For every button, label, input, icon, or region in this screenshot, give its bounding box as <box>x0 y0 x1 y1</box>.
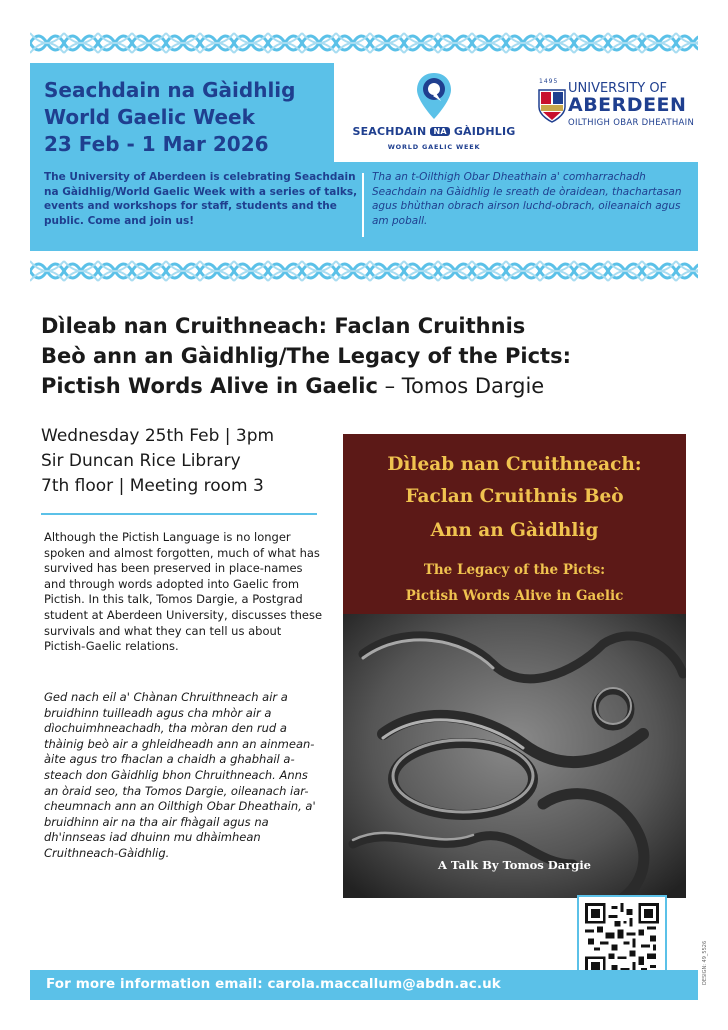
event-room: 7th floor | Meeting room 3 <box>41 476 264 496</box>
celtic-knot-icon <box>30 256 698 286</box>
seachdain-logo-subtitle: WORLD GAELIC WEEK <box>387 143 481 151</box>
event-venue: Sir Duncan Rice Library <box>41 451 241 471</box>
university-name-gaelic: OILTHIGH OBAR DHEATHAIN <box>568 118 695 128</box>
week-dates: 23 Feb - 1 Mar 2026 <box>44 132 269 156</box>
seachdain-logo <box>334 63 534 162</box>
poster-subtitle-line1: The Legacy of the Picts: <box>423 562 606 578</box>
contact-email[interactable]: For more information email: carola.maccallum@abdn.ac.uk <box>46 976 501 992</box>
university-name-line2: ABERDEEN <box>568 94 687 116</box>
week-title <box>44 77 295 158</box>
pictish-stone-photo <box>343 614 686 898</box>
crest-year: 1495 <box>539 78 559 85</box>
event-date-time: Wednesday 25th Feb | 3pm <box>41 426 275 446</box>
talk-description-gaelic: Ged nach eil a' Chànan Chruithneach air a bruidhinn tuilleadh agus cha mhòr air a dìochuimhneachadh, tha mòran den rud a thàinig beò air a ghleidheadh ann an ainmean-àite agus tro fhaclan a chaidh a ghabhail a-steach don Gàidhlig bhon Chruithneach. Anns an òraid seo, tha Tomos Dargie, oileanach iar-cheumnach ann an Oilthigh Obar Dheathain, a' bruidhinn air na tha air fhàgail agus na dh'innseas iad dhuinn mu dhàimhean Cruithneach-Gàidhlig. <box>44 690 316 860</box>
footer-bar <box>30 970 698 1000</box>
poster-title-line2: Faclan Cruithnis Beò <box>405 486 624 507</box>
event-title-line2: Beò ann an Gàidhlig/The Legacy of the Picts: <box>41 344 571 368</box>
poster-title-line1: Dìleab nan Cruithneach: <box>387 454 642 475</box>
celtic-knot-border-top <box>30 28 698 58</box>
poster-byline: A Talk By Tomos Dargie <box>437 858 591 872</box>
description-english: The University of Aberdeen is celebrating Seachdain na Gàidhlig/World Gaelic Week with a series of talks, events and workshops for staff, students and the public. Come and join us! <box>44 171 358 227</box>
poster-title-line3: Ann an Gàidhlig <box>430 520 599 541</box>
university-logo <box>534 63 698 162</box>
event-title <box>41 311 691 401</box>
week-title-english: World Gaelic Week <box>44 105 255 129</box>
event-speaker: – Tomos Dargie <box>384 374 545 398</box>
location-pin-icon <box>415 71 453 121</box>
details-divider <box>41 513 317 515</box>
celtic-knot-icon <box>30 28 698 58</box>
poster-subtitle-line2: Pictish Words Alive in Gaelic <box>405 588 624 604</box>
talk-poster-title-panel <box>343 434 686 614</box>
header-panel <box>30 63 698 251</box>
carved-stone-image <box>343 614 686 898</box>
talk-description-english: Although the Pictish Language is no longer spoken and almost forgotten, much of what has survived has been preserved in place-names and through words adopted into Gaelic from Pictish. In this talk, Tomos Dargie, a Postgrad student at Aberdeen University, discusses these survivals and what they can tell us about Pictish-Gaelic relations. <box>44 530 323 654</box>
description-divider <box>362 173 364 237</box>
event-title-line1: Dìleab nan Cruithneach: Faclan Cruithnis <box>41 314 526 338</box>
crest-icon <box>538 89 566 123</box>
seachdain-logo-name: SEACHDAIN NA GÀIDHLIG <box>352 125 516 138</box>
celtic-knot-border-bottom <box>30 256 698 286</box>
event-title-line3: Pictish Words Alive in Gaelic <box>41 374 378 398</box>
event-details <box>41 424 274 499</box>
university-name-line1: UNIVERSITY OF <box>568 81 668 96</box>
print-code: DESIGN: 49_5526 <box>702 940 708 985</box>
qr-code-icon <box>585 903 659 977</box>
week-title-gaelic: Seachdain na Gàidhlig <box>44 78 296 102</box>
talk-poster-image <box>343 434 686 898</box>
description-gaelic: Tha an t-Oilthigh Obar Dheathain a' comharrachadh Seachdain na Gàidhlig le sreath de òraidean, thachartasan agus bhùthan obrach airson luchd-obrach, oileanaich agus am poball. <box>372 171 682 227</box>
